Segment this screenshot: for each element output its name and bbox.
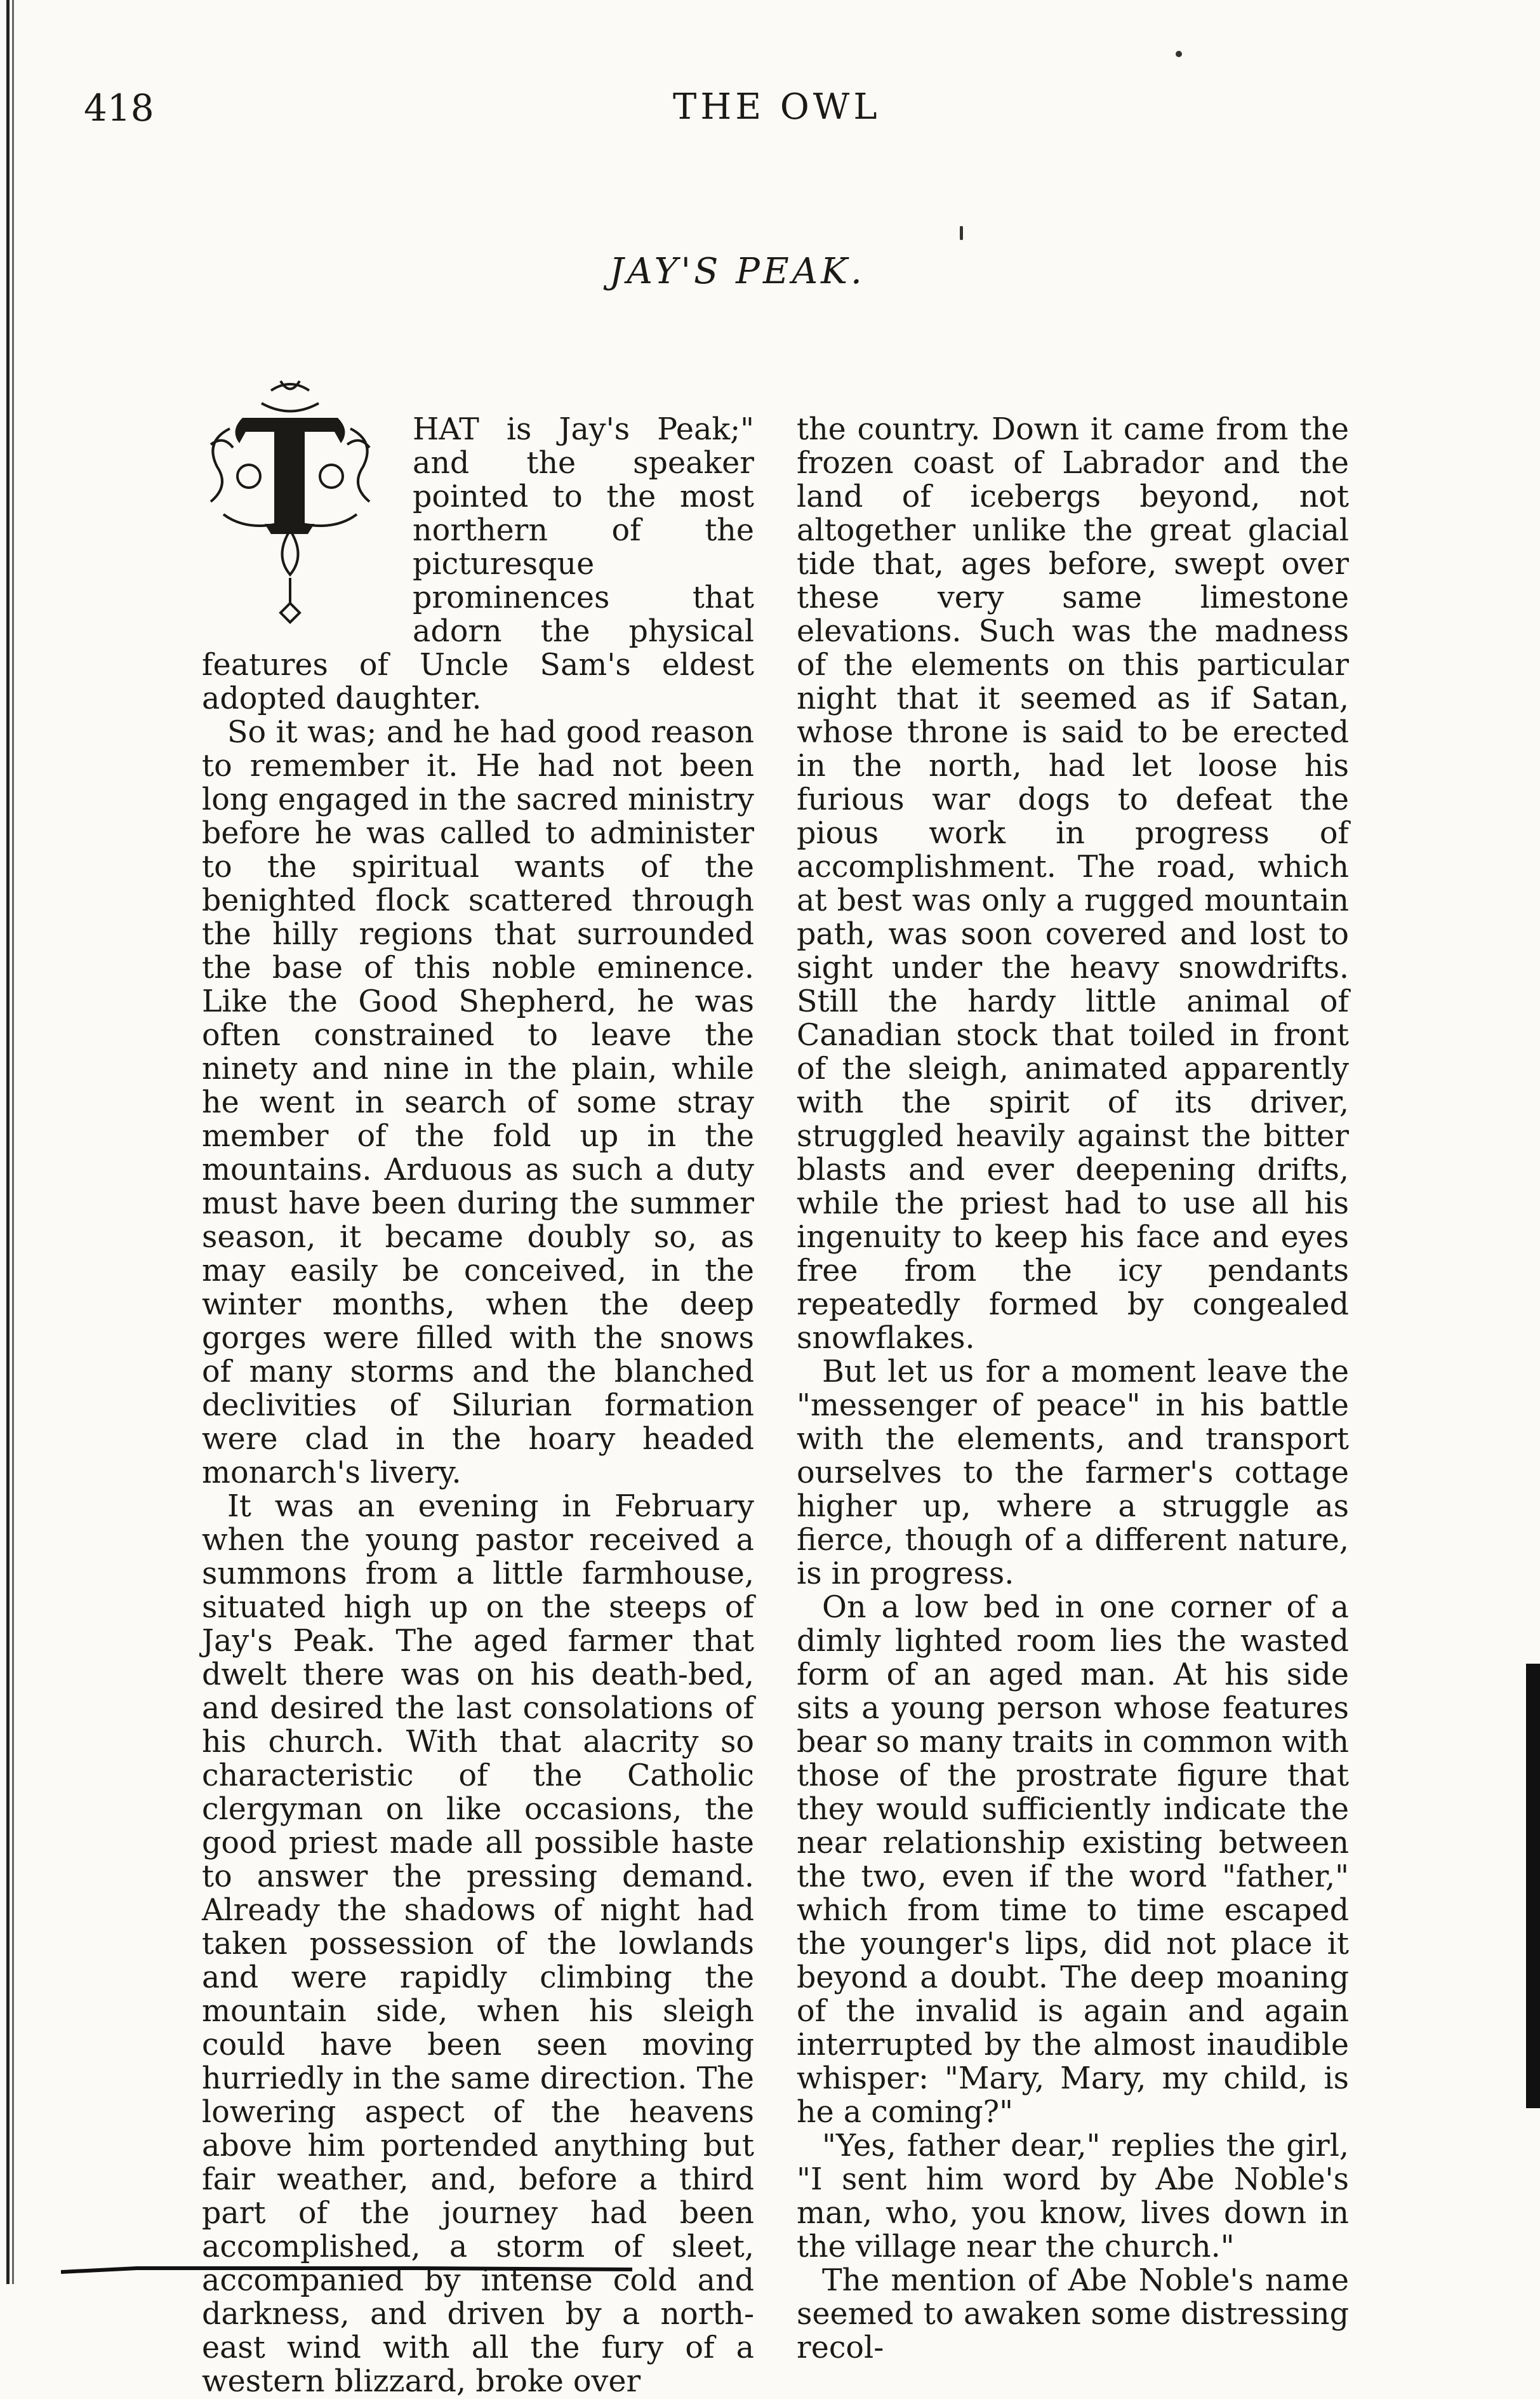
scan-speck (960, 226, 963, 240)
page-number: 418 (84, 86, 154, 130)
right-paragraph-3: On a low bed in one corner of a dimly lighted room lies the wasted form of an aged man. At his side sits a young person whose features bear so many traits in common with those of the prostrate figure that they would sufficiently indicate the near relationship existing between the two, even if the word "father," which from time to time escaped the younger's lips, did not place it beyond a doubt. The deep moaning of the invalid is again and again interrupted by the almost inaudible whisper: "Mary, Mary, my child, is he a coming?" (797, 1590, 1349, 2130)
right-column (797, 413, 1349, 2365)
right-paragraph-1: the country. Down it came from the frozen coast of Labrador and the land of icebergs beyond, not altogether unlike the great glacial tide that, ages before, swept over these very same limestone elevations. Such was the madness of the elements on this particular night that it seemed as if Satan, whose throne is said to be erected in the north, had let loose his furious war dogs to defeat the pious work in progress of accomplishment. The road, which at best was only a rugged mountain path, was soon covered and lost to sight under the heavy snowdrifts. Still the hardy little animal of Canadian stock that toiled in front of the sleigh, animated apparently with the spirit of its driver, struggled heavily against the bitter blasts and ever deepening drifts, while the priest had to use all his ingenuity to keep his face and eyes free from the icy pendants repeatedly formed by congealed snowflakes. (797, 412, 1349, 1356)
scan-speck (1176, 51, 1182, 57)
left-paragraph-2: So it was; and he had good reason to remember it. He had not been long engaged in the sacred ministry before he was called to administer to the spiritual wants of the benighted flock scattered through the hilly regions that surrounded the base of this noble eminence. Like the Good Shepherd, he was often constrained to leave the ninety and nine in the plain, while he went in search of some stray member of the fold up in the mountains. Arduous as such a duty must have been during the summer season, it became doubly so, as may easily be conceived, in the winter months, when the deep gorges were filled with the snows of many storms and the blanched declivities of Silurian formation were clad in the hoary headed monarch's livery. (202, 715, 754, 1490)
journal-title: THE OWL (673, 86, 881, 128)
right-paragraph-4: "Yes, father dear," replies the girl, "I sent him word by Abe Noble's man, who, you know, lives down in the village near the church." (797, 2128, 1349, 2264)
scan-edge-left (6, 0, 15, 2284)
ornamental-drop-cap (185, 368, 395, 635)
right-paragraph-5: The mention of Abe Noble's name seemed to awaken some distressing recol- (797, 2263, 1349, 2365)
right-paragraph-2: But let us for a moment leave the "messenger of peace" in his battle with the elements, and transport ourselves to the farmer's cottage higher up, where a struggle as fierce, though of a different nature, is in progress. (797, 1354, 1349, 1591)
scan-edge-right (1526, 1664, 1540, 2108)
left-paragraph-1: HAT is Jay's Peak;" and the speaker pointed to the most northern of the picturesque prominences that adorn the physical features of Uncle Sam's eldest adopted daughter. (202, 412, 754, 716)
left-column (202, 413, 754, 2398)
article-title: JAY'S PEAK. (609, 251, 865, 292)
scan-edge-bottom (61, 2264, 632, 2275)
left-paragraph-3: It was an evening in February when the young pastor received a summons from a little farmhouse, situated high up on the steeps of Jay's Peak. The aged farmer that dwelt there was on his death-bed, and desired the last consolations of his church. With that alacrity so characteristic of the Catholic clergyman on like occasions, the good priest made all possible haste to answer the pressing demand. Already the shadows of night had taken possession of the lowlands and were rapidly climbing the mountain side, when his sleigh could have been seen moving hurriedly in the same direction. The lowering aspect of the heavens above him portended anything but fair weather, and, before a third part of the journey had been accomplished, a storm of sleet, accompanied by intense cold and darkness, and driven by a north-east wind with all the fury of a western blizzard, broke over (202, 1489, 754, 2399)
